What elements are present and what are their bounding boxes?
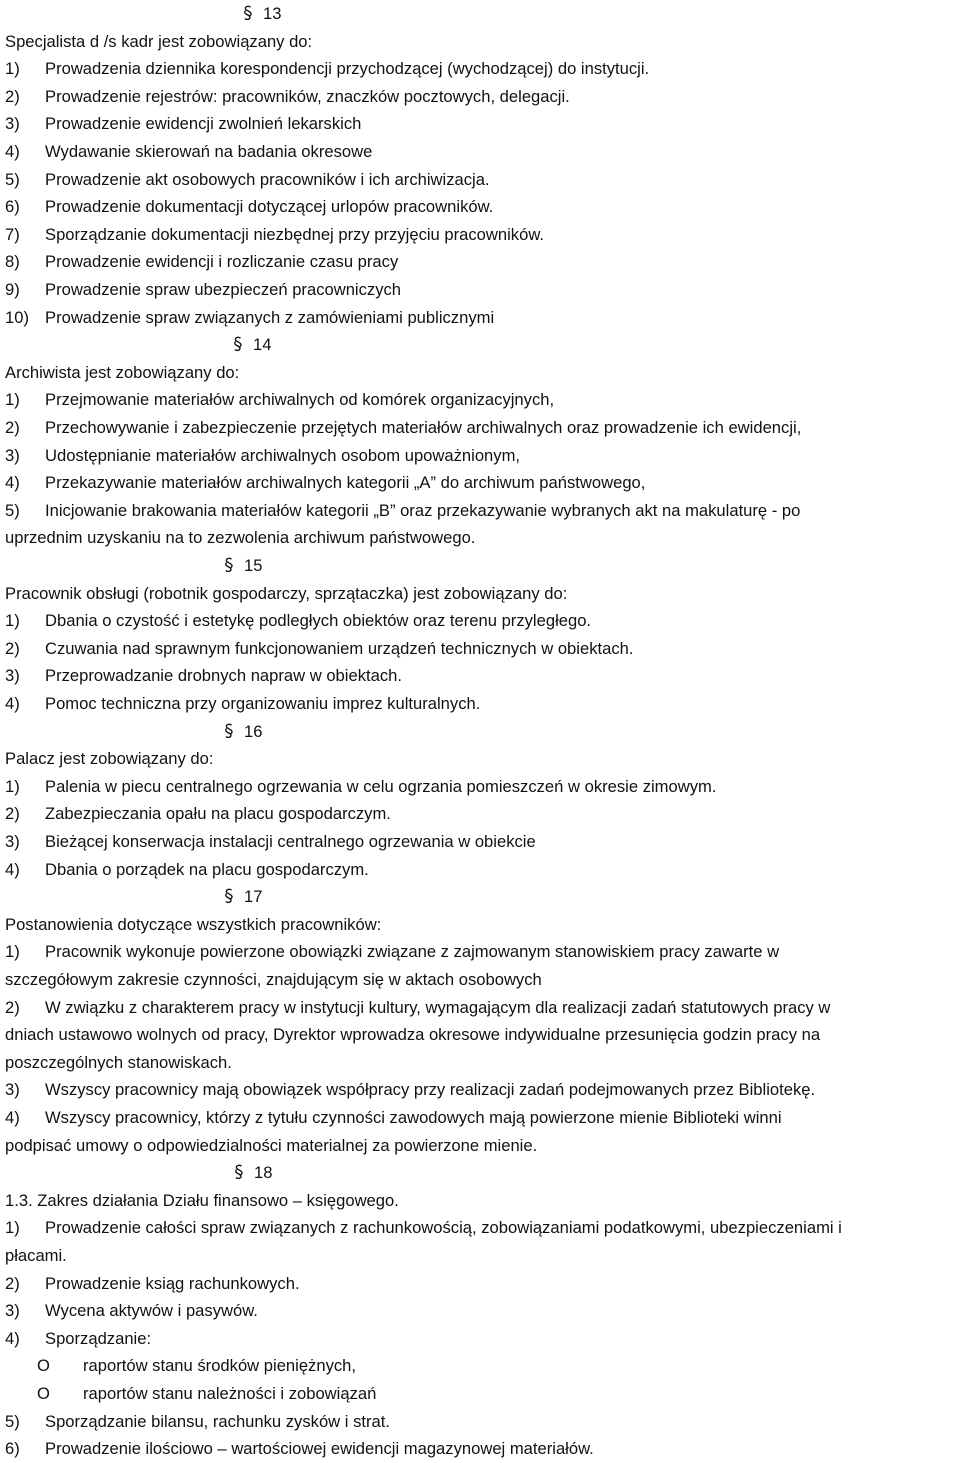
list-item xyxy=(5,856,960,884)
section-number: 15 xyxy=(244,556,263,575)
list-item-number: 3) xyxy=(5,1301,20,1321)
list-item-continuation: dniach ustawowo wolnych od pracy, Dyrektor wprowadza okresowe indywidualne przesunięcia godzin pracy na xyxy=(5,1025,821,1045)
list-item-number: 3) xyxy=(5,445,20,465)
list-item xyxy=(5,276,960,304)
list-item-text: Wszyscy pracownicy mają obowiązek współpracy przy realizacji zadań podejmowanych przez Bibliotekę. xyxy=(45,1080,816,1100)
list-item-number: 1) xyxy=(5,1218,20,1238)
list-item-text: Sporządzanie dokumentacji niezbędnej przy przyjęciu pracowników. xyxy=(45,224,545,244)
section-intro: Palacz jest zobowiązany do: xyxy=(5,749,214,769)
list-item xyxy=(5,442,960,470)
list-item-text: Czuwania nad sprawnym funkcjonowaniem urządzeń technicznych w obiektach. xyxy=(45,638,634,658)
section-heading xyxy=(232,1159,272,1187)
list-item-number: 2) xyxy=(5,804,20,824)
sub-list-text: raportów stanu należności i zobowiązań xyxy=(83,1384,377,1403)
list-item xyxy=(5,938,960,966)
section-number: 17 xyxy=(244,887,263,907)
list-item-text: Przejmowanie materiałów archiwalnych od komórek organizacyjnych, xyxy=(45,390,555,410)
section-intro: Archiwista jest zobowiązany do: xyxy=(5,362,240,382)
list-item-text: Sporządzanie bilansu, rachunku zysków i strat. xyxy=(45,1411,390,1431)
list-item xyxy=(5,166,960,194)
list-item-text: Przekazywanie materiałów archiwalnych kategorii „A” do archiwum państwowego, xyxy=(45,473,646,493)
list-item-number: 1) xyxy=(5,611,20,631)
list-item-number: 2) xyxy=(5,997,20,1017)
section-intro: 1.3. Zakres działania Działu finansowo – księgowego. xyxy=(5,1190,399,1210)
list-item-number: 3) xyxy=(5,1080,20,1100)
list-item-text: Przechowywanie i zabezpieczenie przejętych materiałów archiwalnych oraz prowadzenie ich ewidencji, xyxy=(45,418,802,437)
list-item xyxy=(5,1076,960,1104)
list-item-number: 4) xyxy=(5,142,20,161)
list-item-number: 4) xyxy=(5,1328,20,1348)
list-item-number: 8) xyxy=(5,252,20,272)
list-item xyxy=(5,414,960,442)
list-item xyxy=(5,193,960,221)
list-item-number: 5) xyxy=(5,169,20,189)
list-item xyxy=(5,1104,960,1132)
list-item-text: Prowadzenie całości spraw związanych z rachunkowością, zobowiązaniami podatkowymi, ubezpieczeniami i xyxy=(45,1218,842,1238)
list-item-number: 5) xyxy=(5,500,20,520)
list-item-continuation: płacami. xyxy=(5,1246,67,1265)
section-sign-icon xyxy=(231,336,245,352)
sub-list-bullet: O xyxy=(37,1384,50,1403)
list-item xyxy=(5,138,960,166)
list-item xyxy=(5,1408,960,1436)
list-item-number: 2) xyxy=(5,418,20,437)
list-item-number: 7) xyxy=(5,224,20,244)
section-sign-icon xyxy=(222,723,236,739)
section-heading xyxy=(222,883,262,911)
list-item-text: Bieżącej konserwacja instalacji centralnego ogrzewania w obiekcie xyxy=(45,832,536,851)
list-item-text: Palenia w piecu centralnego ogrzewania w celu ogrzania pomieszczeń w okresie zimowym. xyxy=(45,776,717,796)
section-heading xyxy=(231,331,271,359)
section-sign-icon xyxy=(222,888,236,904)
list-item-continuation: podpisać umowy o odpowiedzialności materialnej za powierzone mienie. xyxy=(5,1135,538,1155)
list-item-number: 4) xyxy=(5,1108,20,1127)
list-item xyxy=(5,1270,960,1298)
section-heading xyxy=(222,718,262,746)
section-number: 18 xyxy=(254,1163,273,1183)
list-item-text: Pracownik wykonuje powierzone obowiązki związane z zajmowanym stanowiskiem pracy zawarte w xyxy=(45,942,780,962)
section-intro: Pracownik obsługi (robotnik gospodarczy, sprzątaczka) jest zobowiązany do: xyxy=(5,583,568,603)
list-item xyxy=(5,497,960,525)
section-intro: Postanowienia dotyczące wszystkich pracowników: xyxy=(5,914,382,934)
list-item-text: Wszyscy pracownicy, którzy z tytułu czynności zawodowych mają powierzone mienie Biblioteki winni xyxy=(45,1108,782,1127)
list-item-text: Prowadzenie akt osobowych pracowników i ich archiwizacja. xyxy=(45,169,490,189)
list-item xyxy=(5,994,960,1022)
section-sign-icon xyxy=(222,557,236,573)
list-item-text: Dbania o porządek na placu gospodarczym. xyxy=(45,859,369,879)
section-sign-icon xyxy=(232,1164,246,1180)
list-item-number: 4) xyxy=(5,473,20,493)
sub-list-item xyxy=(37,1380,960,1408)
list-item-text: Zabezpieczania opału na placu gospodarczym. xyxy=(45,804,391,824)
list-item xyxy=(5,304,960,332)
list-item-number: 3) xyxy=(5,114,20,134)
list-item xyxy=(5,607,960,635)
list-item xyxy=(5,1297,960,1325)
list-item xyxy=(5,828,960,856)
list-item-number: 6) xyxy=(5,1439,20,1459)
section-number: 13 xyxy=(263,4,282,23)
section-sign-icon xyxy=(241,5,255,21)
list-item xyxy=(5,635,960,663)
section-intro: Specjalista d /s kadr jest zobowiązany do: xyxy=(5,31,313,51)
list-item-number: 1) xyxy=(5,776,20,796)
list-item-text: Przeprowadzanie drobnych napraw w obiektach. xyxy=(45,666,402,686)
list-item xyxy=(5,773,960,801)
list-item-text: Prowadzenie dokumentacji dotyczącej urlopów pracowników. xyxy=(45,197,494,217)
list-item-number: 1) xyxy=(5,59,20,79)
list-item xyxy=(5,1435,960,1463)
list-item xyxy=(5,662,960,690)
list-item-number: 1) xyxy=(5,390,20,410)
list-item-number: 1) xyxy=(5,942,20,962)
sub-list-text: raportów stanu środków pieniężnych, xyxy=(83,1356,357,1376)
list-item-number: 9) xyxy=(5,280,20,299)
list-item-text: W związku z charakterem pracy w instytucji kultury, wymagającym dla realizacji zadań statutowych pracy w xyxy=(45,997,831,1017)
list-item-number: 10) xyxy=(5,307,29,327)
sub-list-item xyxy=(37,1352,960,1380)
list-item-number: 3) xyxy=(5,666,20,686)
list-item-number: 2) xyxy=(5,86,20,106)
list-item-text: Prowadzenie ewidencji zwolnień lekarskich xyxy=(45,114,362,134)
list-item xyxy=(5,469,960,497)
section-heading xyxy=(222,552,262,580)
list-item xyxy=(5,55,960,83)
list-item-text: Pomoc techniczna przy organizowaniu imprez kulturalnych. xyxy=(45,694,481,713)
list-item xyxy=(5,690,960,718)
list-item-number: 2) xyxy=(5,1273,20,1293)
list-item-text: Prowadzenie ewidencji i rozliczanie czasu pracy xyxy=(45,252,399,272)
list-item-text: Sporządzanie: xyxy=(45,1328,152,1348)
list-item-text: Inicjowanie brakowania materiałów kategorii „B” oraz przekazywanie wybranych akt na makulaturę - po xyxy=(45,500,801,520)
list-item-number: 2) xyxy=(5,638,20,658)
section-heading xyxy=(241,0,281,28)
list-item-text: Dbania o czystość i estetykę podległych obiektów oraz terenu przyległego. xyxy=(45,611,592,631)
list-item-text: Udostępnianie materiałów archiwalnych osobom upoważnionym, xyxy=(45,445,521,465)
list-item-number: 4) xyxy=(5,859,20,879)
section-number: 16 xyxy=(244,721,263,741)
list-item xyxy=(5,221,960,249)
list-item-text: Prowadzenie ksiąg rachunkowych. xyxy=(45,1273,300,1293)
list-item xyxy=(5,800,960,828)
sub-list-bullet: O xyxy=(37,1356,50,1376)
list-item xyxy=(5,248,960,276)
list-item-continuation: uprzednim uzyskaniu na to zezwolenia archiwum państwowego. xyxy=(5,528,476,548)
list-item xyxy=(5,1325,960,1353)
list-item-text: Prowadzenie spraw ubezpieczeń pracowniczych xyxy=(45,280,402,299)
list-item-continuation: poszczególnych stanowiskach. xyxy=(5,1052,232,1072)
list-item-text: Prowadzenie spraw związanych z zamówieniami publicznymi xyxy=(45,307,495,327)
list-item-number: 5) xyxy=(5,1411,20,1431)
list-item xyxy=(5,386,960,414)
section-number: 14 xyxy=(253,335,272,355)
list-item-text: Wydawanie skierowań na badania okresowe xyxy=(45,142,373,161)
list-item-text: Prowadzenia dziennika korespondencji przychodzącej (wychodzącej) do instytucji. xyxy=(45,59,650,79)
list-item-text: Prowadzenie ilościowo – wartościowej ewidencji magazynowej materiałów. xyxy=(45,1439,594,1459)
list-item-number: 3) xyxy=(5,832,20,851)
list-item-continuation: szczegółowym zakresie czynności, znajdującym się w aktach osobowych xyxy=(5,970,542,989)
list-item xyxy=(5,83,960,111)
list-item-text: Prowadzenie rejestrów: pracowników, znaczków pocztowych, delegacji. xyxy=(45,86,570,106)
list-item-number: 4) xyxy=(5,694,20,713)
list-item-number: 6) xyxy=(5,197,20,217)
list-item xyxy=(5,1214,960,1242)
list-item-text: Wycena aktywów i pasywów. xyxy=(45,1301,258,1321)
list-item xyxy=(5,110,960,138)
